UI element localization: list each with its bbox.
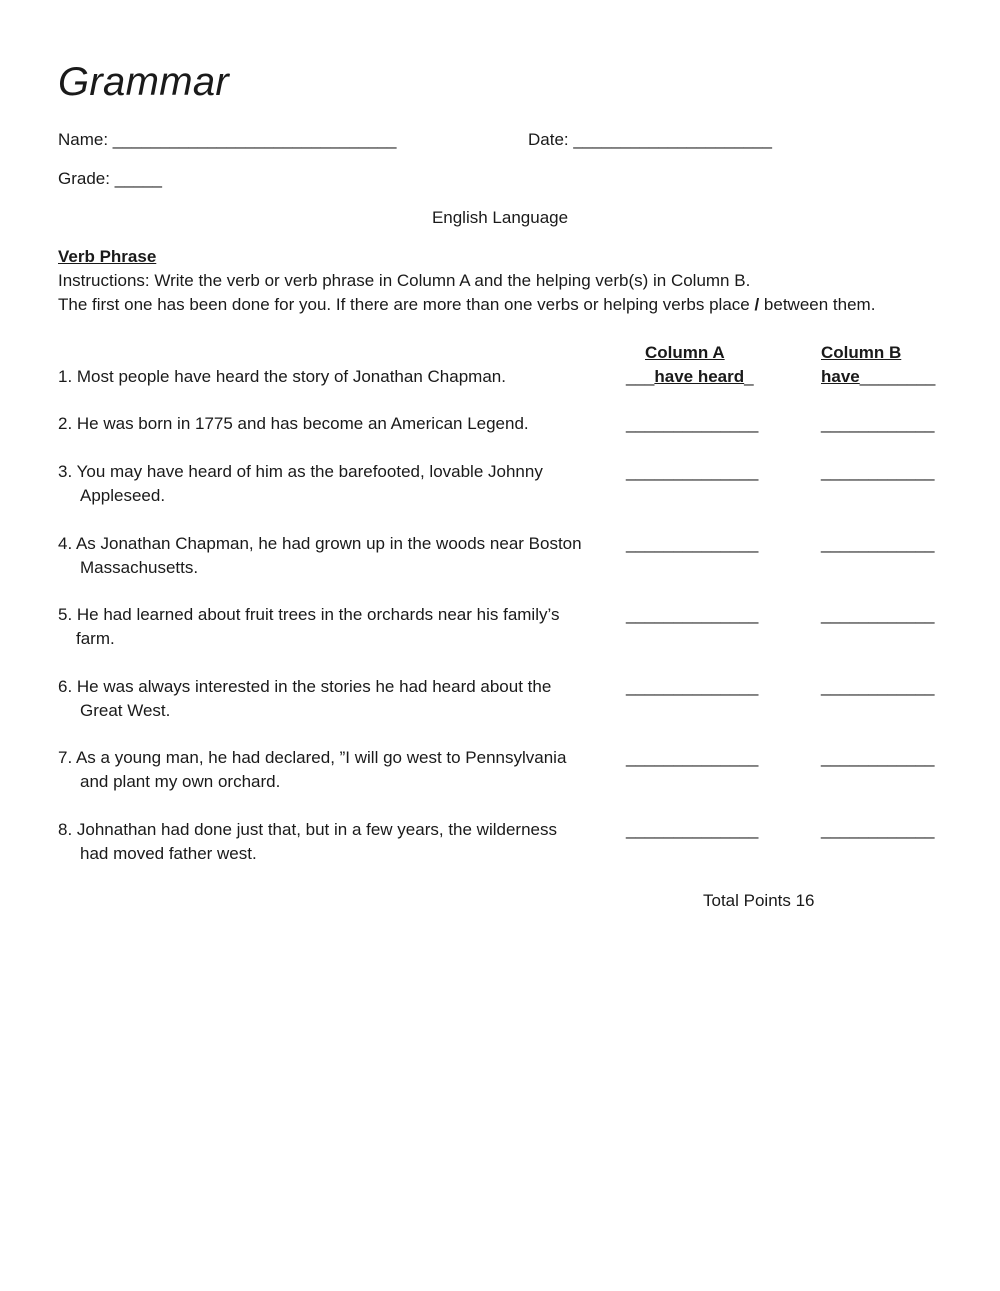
- total-points: Total Points 16: [703, 891, 815, 910]
- question-text: [58, 746, 608, 794]
- question-line: 7. As a young man, he had declared, ”I will go west to Pennsylvania: [58, 748, 567, 767]
- question-line-continued: Massachusetts.: [80, 558, 199, 577]
- answer-text: have: [821, 367, 860, 386]
- column-a-blank[interactable]: ______________: [626, 820, 759, 839]
- question-line-continued: Great West.: [80, 701, 171, 720]
- column-b-blank[interactable]: ____________: [821, 820, 935, 839]
- slash-symbol: /: [754, 295, 760, 314]
- column-b-blank[interactable]: ____________: [821, 462, 935, 481]
- column-a-blank[interactable]: ______________: [626, 462, 759, 481]
- question-line: 1. Most people have heard the story of Jonathan Chapman.: [58, 367, 506, 386]
- instructions-text-a: The first one has been done for you. If there are more than one verbs or helping verbs place: [58, 295, 755, 314]
- question-text: [58, 675, 608, 723]
- date-field[interactable]: Date: _____________________: [528, 130, 772, 149]
- question-line: 6. He was always interested in the stories he had heard about the: [58, 677, 552, 696]
- column-a-blank[interactable]: ______________: [626, 748, 759, 767]
- column-b-blank[interactable]: ____________: [821, 605, 935, 624]
- grade-field[interactable]: Grade: _____: [58, 169, 162, 188]
- question-line-continued: and plant my own orchard.: [80, 772, 281, 791]
- question-text: [58, 412, 608, 436]
- section-heading: Verb Phrase: [58, 247, 157, 266]
- subject-label: English Language: [431, 208, 569, 227]
- blank-suffix: ________: [859, 367, 936, 386]
- instructions-line-2: [58, 293, 875, 317]
- name-field[interactable]: Name: ______________________________: [58, 130, 397, 149]
- column-a-header: Column A: [645, 343, 725, 362]
- column-b-answer[interactable]: [821, 365, 935, 389]
- blank-suffix: _: [744, 367, 754, 386]
- column-a-blank[interactable]: ______________: [626, 534, 759, 553]
- question-text: [58, 365, 608, 389]
- question-line: 2. He was born in 1775 and has become an American Legend.: [58, 414, 529, 433]
- question-line-continued: Appleseed.: [80, 486, 166, 505]
- question-line: 3. You may have heard of him as the barefooted, lovable Johnny: [58, 462, 543, 481]
- question-text: [58, 603, 608, 651]
- question-line-continued: had moved father west.: [80, 844, 257, 863]
- blank-prefix: ___: [626, 367, 655, 386]
- column-a-answer[interactable]: [626, 365, 754, 389]
- question-line: 4. As Jonathan Chapman, he had grown up in the woods near Boston: [58, 534, 582, 553]
- column-a-blank[interactable]: ______________: [626, 605, 759, 624]
- question-line: 5. He had learned about fruit trees in the orchards near his family’s: [58, 605, 560, 624]
- column-b-header: Column B: [821, 343, 902, 362]
- column-a-blank[interactable]: ______________: [626, 677, 759, 696]
- column-b-blank[interactable]: ____________: [821, 677, 935, 696]
- question-line-continued: farm.: [76, 629, 115, 648]
- question-text: [58, 818, 608, 866]
- instructions-line-1: Instructions: Write the verb or verb phrase in Column A and the helping verb(s) in Column B.: [58, 271, 751, 290]
- column-b-blank[interactable]: ____________: [821, 414, 935, 433]
- question-text: [58, 460, 608, 508]
- page-title: Grammar: [58, 60, 229, 104]
- column-a-blank[interactable]: ______________: [626, 414, 759, 433]
- column-b-blank[interactable]: ____________: [821, 534, 935, 553]
- answer-text: have heard: [654, 367, 745, 386]
- instructions-text-b: between them.: [759, 295, 876, 314]
- question-text: [58, 532, 618, 580]
- question-line: 8. Johnathan had done just that, but in a few years, the wilderness: [58, 820, 557, 839]
- column-b-blank[interactable]: ____________: [821, 748, 935, 767]
